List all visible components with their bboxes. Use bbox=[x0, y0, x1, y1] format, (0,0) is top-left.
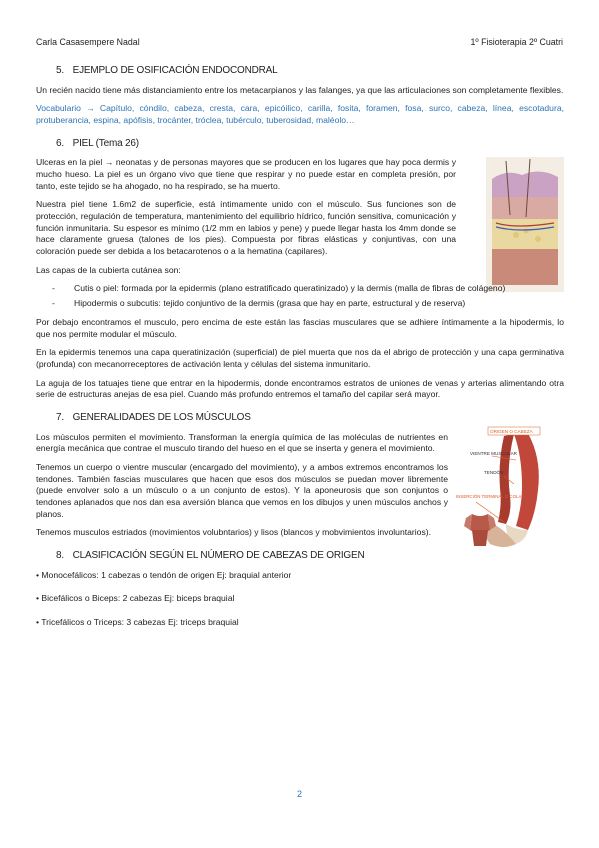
skin-paragraph-5: En la epidermis tenemos una capa queratinización (superficial) de piel muerta que nos da el abrigo de protección y una capa germinativa (profunda) con mecanorreceptores de activación lenta y células del sistema inmunitario. bbox=[36, 347, 564, 369]
list-item: • Tricefálicos o Triceps: 3 cabezas Ej: triceps braquial bbox=[36, 617, 239, 627]
label-insertion: INSERCIÓN TERMINAL O COLA bbox=[456, 493, 522, 499]
section-7-heading: 7. GENERALIDADES DE LOS MÚSCULOS bbox=[56, 411, 251, 423]
skin-cross-section-illustration bbox=[486, 157, 564, 292]
skin-paragraph-6: La aguja de los tatuajes tiene que entrar en la hipodermis, donde encontramos estratos de uniones de venas y arterias alimentando otra serie de estructuras anejas de esa piel. Cuando más profundo entremos el tamaño del capilar será mayor. bbox=[36, 377, 564, 400]
muscle-text-block bbox=[36, 428, 564, 521]
section-5-heading: 5. EJEMPLO DE OSIFICACIÓN ENDOCONDRAL bbox=[56, 65, 278, 76]
page-content bbox=[36, 64, 564, 641]
vocabulary-line: Vocabulario → Capítulo, cóndilo, cabeza, cresta, cara, epicóilico, carilla, fosita, foramen, fosa, surco, cabeza, línea, escotadura, protuberancia, espina, apófisis, trocánter, tróclea, tubérculo, tuberosidad, maléolo… bbox=[36, 103, 564, 125]
label-origin: ORIGEN O CABEZA bbox=[490, 428, 533, 434]
header-author: Carla Casasempere Nadal bbox=[36, 37, 140, 47]
section-8-heading: 8. CLASIFICACIÓN SEGÚN EL NÚMERO DE CABEZAS DE ORIGEN bbox=[56, 550, 365, 562]
arm-muscle-illustration bbox=[456, 426, 564, 554]
skin-paragraph-1: Ulceras en la piel → neonatas y de personas mayores que se producen en los lugares que hay poca dermis y mucho hueso. La piel es un órgano vivo que tiene que respirar y no puede estar en completa presión, por tanto, este tejido se ha ahogado, no ha respirado, se ha muerto. bbox=[36, 157, 456, 191]
muscle-paragraph-3: Tenemos musculos estriados (movimientos volubntarios) y lisos (blancos y mobvimientos involuntarios). bbox=[36, 527, 431, 538]
list-item: - Cutis o piel: formada por la epidermis (plano estratificado queratinizado) y la dermis (malla de fibras de colágeno) bbox=[52, 283, 506, 294]
skin-paragraph-4: Por debajo encontramos el musculo, pero encima de este están las fascias musculares que se adhiere íntimamente a la hipodermis, lo que nos permite modular el músculo. bbox=[36, 316, 564, 339]
list-item: • Bicefálicos o Biceps: 2 cabezas Ej: biceps braquial bbox=[36, 593, 235, 604]
list-item: • Monocefálicos: 1 cabezas o tendón de origen Ej: braquial anterior bbox=[36, 569, 292, 580]
muscle-paragraph-2: Tenemos un cuerpo o vientre muscular (encargado del movimiento), y a ambos extremos encontramos los tendones. También fascias musculares que hacen que esos dos músculos se puedan mover libremente (puede envolver solo a un músculo o a un conjunto de estos). Y la aponeurosis que son conjuntos o tendones aplanados que nos dan esa aversión blanca que vemos en los dibujos y unen músculos anchos y planos. bbox=[36, 461, 448, 519]
skin-paragraph-2: Nuestra piel tiene 1.6m2 de superficie, está íntimamente unido con el músculo. Sus funciones son de protección, regulación de temperatura, mantenimiento del equilibrio hídrico, función sensitiva, comunicación y función inmunitaria. Su espesor es mínimo (1/2 mm en labios y pene) y puede llegar hasta los 4mm donde se hace claramente gruesa (talones de los pies). Compuesta por fibras elásticas y conjuntivas, con una coloración puede ser debida a los betacarotenos o a la hematina (capilares). bbox=[36, 199, 456, 257]
section-6-heading: 6. PIEL (Tema 26) bbox=[56, 137, 139, 149]
muscle-figure bbox=[456, 426, 564, 554]
skin-text-block bbox=[36, 157, 564, 258]
label-belly: VIENTRE MUSCULAR bbox=[470, 450, 517, 456]
section-5-paragraph: Un recién nacido tiene más distanciamiento entre los metacarpianos y las falanges, ya que las articulaciones son completamente flexibles. bbox=[36, 84, 564, 95]
muscle-paragraph-1: Los músculos permiten el movimiento. Transforman la energía química de las moléculas de nutrientes en energía mecánica que contrae el musculo tirando del hueso en el que se inserta y genera el movimiento. bbox=[36, 431, 448, 454]
header-course: 1º Fisioterapia 2º Cuatri bbox=[470, 37, 563, 47]
skin-layers-list bbox=[36, 283, 564, 309]
page-number: 2 bbox=[296, 789, 302, 799]
list-item: - Hipodermis o subcutis: tejido conjuntivo de la dermis (grasa que hay en parte, estructural y de reserva) bbox=[52, 298, 466, 309]
skin-layers-figure bbox=[486, 157, 564, 292]
skin-layers-intro: Las capas de la cubierta cutánea son: bbox=[36, 264, 181, 275]
label-tendon: TENDÓN bbox=[484, 469, 504, 475]
